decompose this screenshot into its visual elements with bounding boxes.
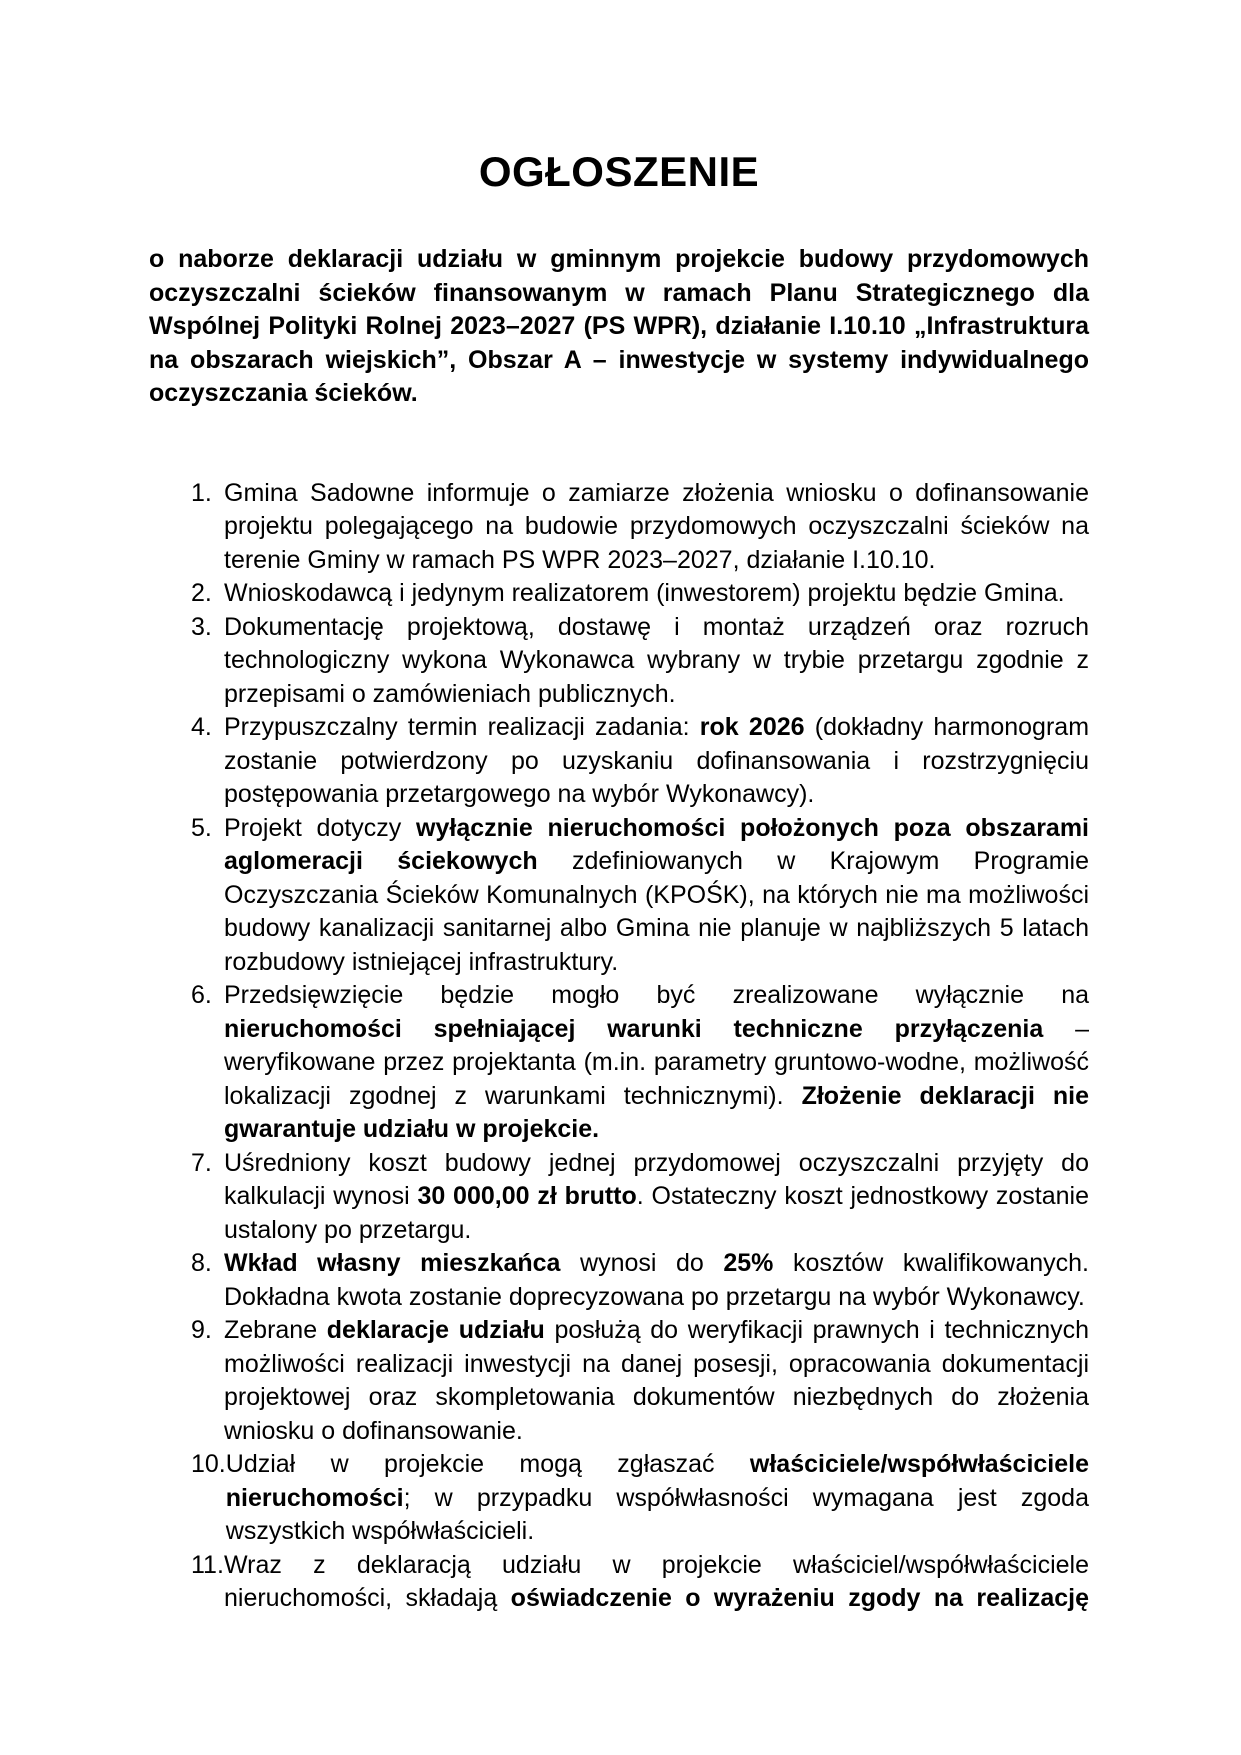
list-item-text [224, 1247, 1089, 1314]
bold-text-segment: wyłącznie nieruchomości położonych poza obszarami aglomeracji ściekowych [224, 813, 1089, 876]
bold-text-segment: 25% [723, 1249, 774, 1278]
text-segment: Przypuszczalny termin realizacji zadania: [224, 713, 700, 742]
list-item-text [224, 577, 1089, 611]
text-segment: . Ostateczny koszt jednostkowy zostanie ustalony po przetargu. [224, 1182, 1089, 1244]
list-item-number: 4. [191, 713, 212, 742]
list-item-5 [149, 812, 1089, 980]
list-item-text [226, 1448, 1089, 1549]
text-segment: zdefiniowanych w Krajowym Programie Oczyszczania Ścieków Komunalnych (KPOŚK), na których nie ma możliwości budowy kanalizacji sanitarnej albo Gmina nie planuje w najbliższych 5 latach rozbudowy istniejącej infrastruktury. [224, 847, 1089, 976]
list-item-number: 2. [191, 579, 212, 608]
list-item-3 [149, 611, 1089, 712]
list-item-number: 1. [191, 478, 212, 507]
text-segment: Udział w projekcie mogą zgłaszać [225, 1450, 750, 1479]
list-item-7 [149, 1147, 1089, 1248]
list-item-text [224, 812, 1089, 980]
list-item-8 [149, 1247, 1089, 1314]
text-segment: Zebrane [224, 1316, 327, 1345]
text-segment: Wnioskodawcą i jedynym realizatorem (inwestorem) projektu będzie Gmina. [224, 579, 1065, 608]
bold-text-segment: Złożenie deklaracji nie gwarantuje udziału w projekcie. [224, 1081, 1089, 1144]
text-segment: Przedsięwzięcie będzie mogło być zrealizowane wyłącznie na [224, 981, 1089, 1010]
text-segment: kosztów kwalifikowanych. Dokładna kwota zostanie doprecyzowana po przetargu na wybór Wykonawcy. [224, 1249, 1089, 1311]
list-item-text [224, 979, 1089, 1147]
intro-paragraph [149, 243, 1089, 411]
list-item-text [224, 1549, 1089, 1616]
text-segment: Gmina Sadowne informuje o zamiarze złożenia wniosku o dofinansowanie projektu polegającego na budowie przydomowych oczyszczalni ścieków na terenie Gminy w ramach PS WPR 2023–2027, działanie I.10.10. [224, 478, 1089, 574]
bold-text-segment: Wkład własny mieszkańca [224, 1249, 561, 1278]
list-item-11 [149, 1549, 1089, 1616]
text-segment: wynosi do [560, 1249, 724, 1278]
text-segment: – weryfikowane przez projektanta (m.in. parametry gruntowo-wodne, możliwość lokalizacji zgodnej z warunkami technicznymi). [224, 1014, 1090, 1110]
text-segment: Dokumentację projektową, dostawę i montaż urządzeń oraz rozruch technologiczny wykona Wykonawca wybrany w trybie przetargu zgodnie z przepisami o zamówieniach publicznych. [224, 612, 1089, 708]
list-item-text [224, 711, 1089, 812]
numbered-list [149, 477, 1089, 1616]
list-item-10 [149, 1448, 1089, 1549]
list-item-9 [149, 1314, 1089, 1448]
text-segment: Uśredniony koszt budowy jednej przydomowej oczyszczalni przyjęty do kalkulacji wynosi [224, 1148, 1089, 1211]
text-segment: Wraz z deklaracją udziału w projekcie właściciel/współwłaściciele nieruchomości, składają [224, 1550, 1089, 1613]
list-item-number: 10. [191, 1450, 226, 1479]
bold-text-segment: rok 2026 [699, 713, 805, 742]
bold-text-segment: o naborze deklaracji udziału w gminnym projekcie budowy przydomowych oczyszczalni ścieków finansowanym w ramach Planu Strategicznego dla Wspólnej Polityki Rolnej 2023–2027 (PS WPR), działanie I.10.10 „Infrastruktura na obszarach wiejskich”, Obszar A – inwestycje w systemy indywidualnego oczyszczania ścieków. [149, 245, 1089, 408]
page-title: OGŁOSZENIE [478, 148, 760, 195]
text-segment: ; w przypadku współwłasności wymagana jest zgoda wszystkich współwłaścicieli. [225, 1483, 1089, 1546]
list-item-text [224, 1147, 1089, 1248]
list-item-4 [149, 711, 1089, 812]
bold-text-segment: deklaracje udziału [326, 1316, 545, 1345]
list-item-text [224, 477, 1089, 578]
bold-text-segment: właściciele/współwłaściciele nieruchomości [225, 1450, 1089, 1512]
list-item-number: 8. [191, 1249, 212, 1278]
document-content [149, 0, 1089, 1616]
bold-text-segment: oświadczenie o wyrażeniu zgody na realizację [510, 1584, 1089, 1613]
list-item-number: 6. [191, 981, 212, 1010]
text-segment: (dokładny harmonogram zostanie potwierdzony po uzyskaniu dofinansowania i rozstrzygnięciu postępowania przetargowego na wybór Wykonawcy). [224, 713, 1090, 809]
text-segment: Projekt dotyczy [224, 813, 417, 842]
list-item-number: 11. [191, 1550, 224, 1579]
list-item-text [224, 1314, 1089, 1448]
text-segment: posłużą do weryfikacji prawnych i technicznych możliwości realizacji inwestycji na danej posesji, opracowania dokumentacji projektowej oraz skompletowania dokumentów niezbędnych do złożenia wniosku o dofinansowanie. [224, 1316, 1090, 1445]
list-item-number: 3. [191, 612, 212, 641]
list-item-number: 5. [191, 813, 212, 842]
list-item-6 [149, 979, 1089, 1147]
list-item-1 [149, 477, 1089, 578]
list-item-number: 9. [191, 1316, 212, 1345]
list-item-2 [149, 577, 1089, 611]
list-item-number: 7. [191, 1148, 212, 1177]
bold-text-segment: nieruchomości spełniającej warunki techniczne przyłączenia [224, 1014, 1044, 1043]
list-item-text [224, 611, 1089, 712]
bold-text-segment: 30 000,00 zł brutto [417, 1182, 637, 1211]
